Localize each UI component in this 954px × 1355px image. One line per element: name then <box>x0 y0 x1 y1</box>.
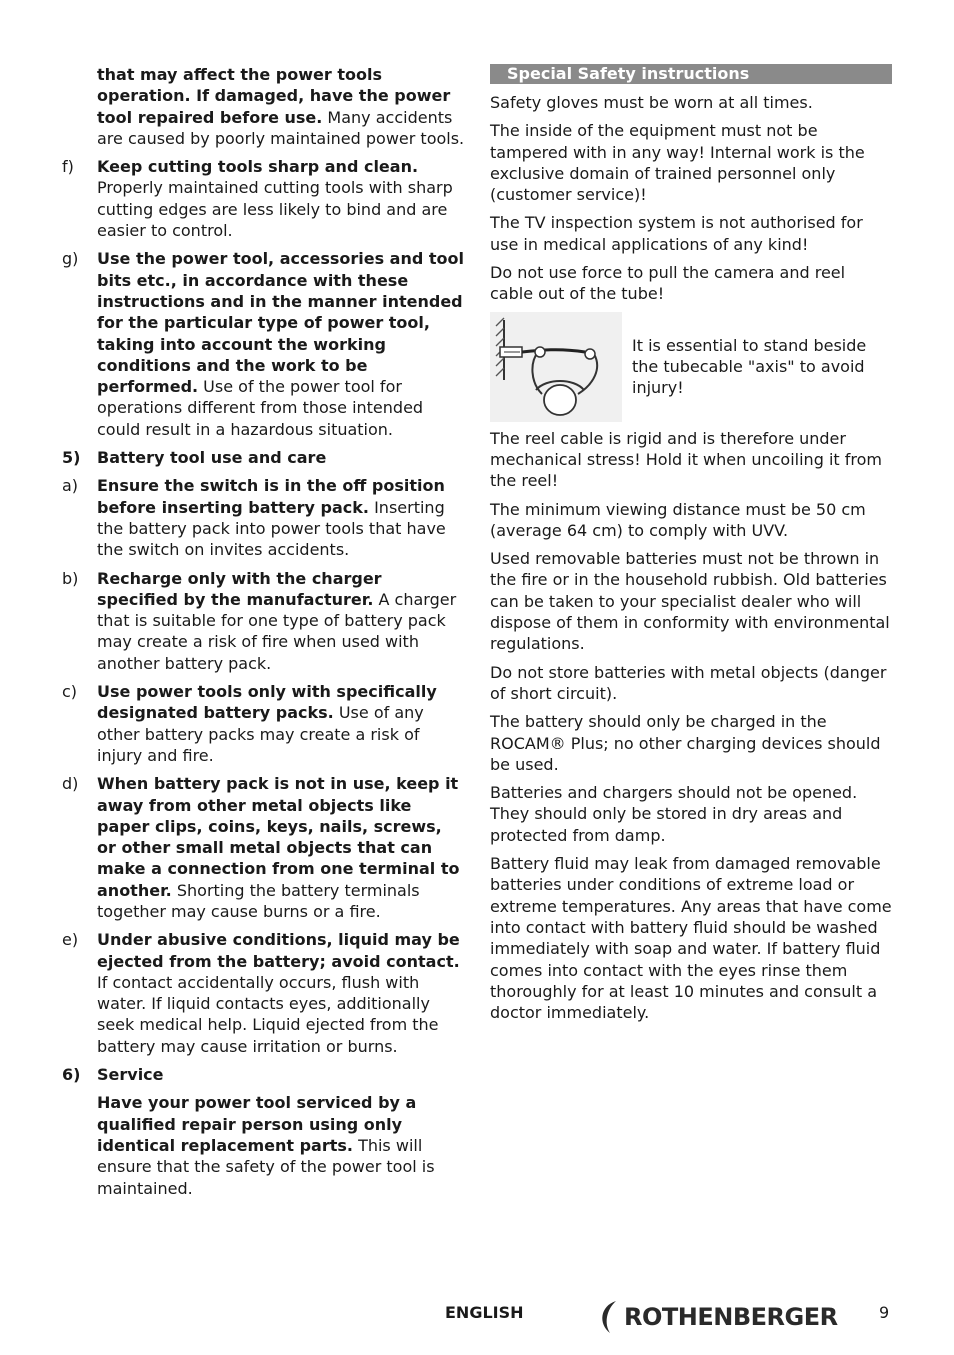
item-text: Inserting the battery pack into power tools that have the switch on invites accidents. <box>97 497 446 560</box>
section-5-heading <box>62 447 466 468</box>
item-label: c) <box>62 682 78 702</box>
paragraph: Batteries and chargers should not be opened. They should only be stored in dry areas and protected from damp. <box>490 783 858 845</box>
service-bold-text: Have your power tool serviced by a qualified repair person using only identical replacement parts. <box>97 1093 417 1155</box>
item-bold-text: Recharge only with the charger specified by the manufacturer. <box>97 568 382 609</box>
service-paragraph <box>62 1092 466 1198</box>
item-label: a) <box>62 476 79 496</box>
intro-paragraph <box>62 64 466 149</box>
figure-row <box>490 312 892 422</box>
item-bold-text: Use power tools only with specifically designated battery packs. <box>97 682 437 723</box>
item-label: e) <box>62 930 79 950</box>
item-label: d) <box>62 774 79 794</box>
item-e <box>62 929 466 1057</box>
section-title: Battery tool use and care <box>97 448 327 468</box>
item-c <box>62 681 466 766</box>
item-text: Properly maintained cutting tools with sharp cutting edges are less likely to bind and are easier to control. <box>97 178 453 241</box>
right-column <box>490 64 892 1030</box>
logo-swoosh-icon <box>596 1298 622 1336</box>
figure-caption: It is essential to stand beside the tubecable "axis" to avoid injury! <box>632 335 867 398</box>
paragraph: Do not use force to pull the camera and reel cable out of the tube! <box>490 263 846 304</box>
section-number: 5) <box>62 448 81 468</box>
logo-wordmark: ROTHENBERGER <box>624 1303 838 1331</box>
item-text: Use of the power tool for operations different from those intended could result in a hazardous situation. <box>97 377 424 439</box>
left-column <box>62 64 466 1206</box>
item-bold-text: Use the power tool, accessories and tool bits etc., in accordance with these instructions and in the manner intended for the particular type of power tool, taking into account the working conditions and the work to be performed. <box>97 249 465 397</box>
item-label: b) <box>62 568 79 588</box>
item-bold-text: When battery pack is not in use, keep it away from other metal objects like paper clips, coins, keys, nails, screws, or other small metal objects that can make a connection from one terminal to another. <box>97 774 460 900</box>
section-6-heading <box>62 1064 466 1085</box>
item-bold-text: Ensure the switch is in the off position before inserting battery pack. <box>97 476 445 517</box>
paragraph: The minimum viewing distance must be 50 cm (average 64 cm) to comply with UVV. <box>490 499 866 540</box>
item-bold-text: Under abusive conditions, liquid may be ejected from the battery; avoid contact. <box>97 930 460 971</box>
intro-text: Many accidents are caused by poorly maintained power tools. <box>97 107 465 148</box>
intro-bold-text: that may affect the power tools operation. If damaged, have the power tool repaired before use. <box>97 65 451 127</box>
paragraph: The reel cable is rigid and is therefore under mechanical stress! Hold it when uncoiling it from the reel! <box>490 428 882 491</box>
item-d <box>62 773 466 922</box>
item-text: If contact accidentally occurs, flush with water. If liquid contacts eyes, additionally seek medical help. Liquid ejected from the battery may cause irritation or burns. <box>97 972 439 1056</box>
item-text: Use of any other battery packs may create a risk of injury and fire. <box>97 703 424 765</box>
paragraph: Do not store batteries with metal objects (danger of short circuit). <box>490 662 887 703</box>
item-b <box>62 568 466 674</box>
section-title: Service <box>97 1065 164 1085</box>
safety-illustration <box>490 312 622 422</box>
person-beside-tube-icon <box>490 312 622 422</box>
paragraph: The inside of the equipment must not be tampered with in any way! Internal work is the exclusive domain of trained personnel only (customer service)! <box>490 121 865 205</box>
item-label: g) <box>62 249 79 269</box>
paragraph: Battery fluid may leak from damaged removable batteries under conditions of extreme load or extreme temperatures. Any areas that have come into contact with battery fluid should be washed immediately with soap and water. If battery fluid comes into contact with the eyes rinse them thoroughly for at least 10 minutes and consult a doctor immediately. <box>490 854 892 1023</box>
paragraph: The battery should only be charged in the ROCAM® Plus; no other charging devices should be used. <box>490 712 881 774</box>
paragraph: Used removable batteries must not be thrown in the fire or in the household rubbish. Old batteries can be taken to your specialist dealer who will dispose of them in conformity with environmental regulations. <box>490 549 890 654</box>
service-text: This will ensure that the safety of the power tool is maintained. <box>97 1135 435 1198</box>
page-number: 9 <box>879 1303 890 1322</box>
item-text: Shorting the battery terminals together may cause burns or a fire. <box>97 880 420 921</box>
paragraph: Safety gloves must be worn at all times. <box>490 93 813 112</box>
paragraph: The TV inspection system is not authorised for use in medical applications of any kind! <box>490 213 863 254</box>
item-text: A charger that is suitable for one type of battery pack may create a risk of fire when used with another battery pack. <box>97 589 457 673</box>
item-bold-text: Keep cutting tools sharp and clean. <box>97 157 419 177</box>
footer-language: ENGLISH <box>445 1303 524 1322</box>
item-label: f) <box>62 157 74 177</box>
section-number: 6) <box>62 1065 81 1085</box>
item-g <box>62 248 466 440</box>
section-heading: Special Safety instructions <box>490 64 892 84</box>
brand-logo <box>596 1298 838 1336</box>
item-a <box>62 475 466 560</box>
item-f <box>62 156 466 241</box>
